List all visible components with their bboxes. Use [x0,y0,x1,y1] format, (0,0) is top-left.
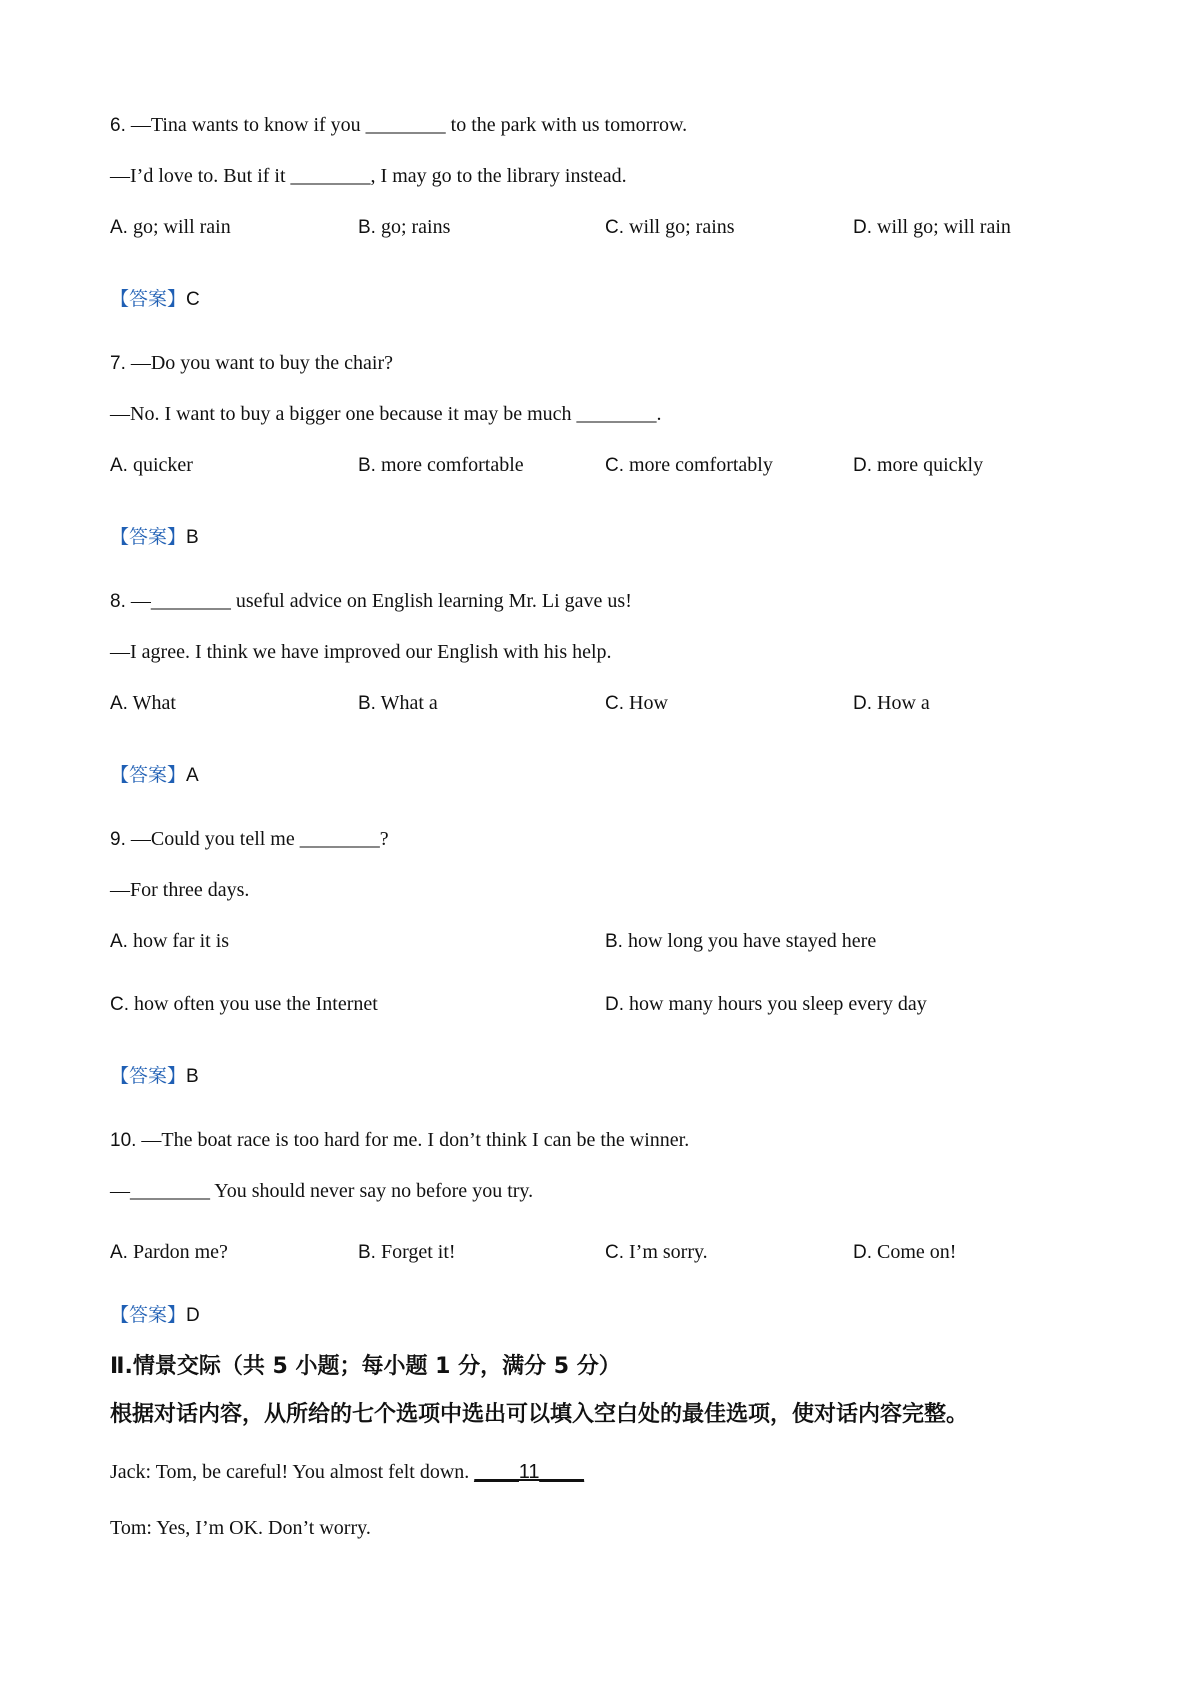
option-a: A. how far it is [110,930,230,952]
question-number: 9. [110,829,126,850]
option-d: D. more quickly [853,454,984,476]
question-number: 6. [110,115,126,136]
option-c: C. more comfortably [605,454,773,476]
option-d: D. will go; will rain [853,216,1011,238]
dialogue-line-1: Jack: Tom, be careful! You almost felt down. ____11____ [110,1461,585,1483]
option-d: D. Come on! [853,1241,957,1263]
question-10-line-1 [110,1128,689,1153]
option-d: D. How a [853,692,930,714]
dialogue-line-2: Tom: Yes, I’m OK. Don’t worry. [110,1517,371,1539]
option-b: B. What a [358,692,438,714]
question-text: —Tina wants to know if you ________ to the park with us tomorrow. [130,114,688,136]
question-number: 7. [110,353,126,374]
question-8-line-2: —I agree. I think we have improved our English with his help. [110,641,612,663]
section-instruction: 根据对话内容，从所给的七个选项中选出可以填入空白处的最佳选项，使对话内容完整。 [110,1402,969,1427]
question-text: —Do you want to buy the chair? [130,352,394,374]
option-b: B. more comfortable [358,454,524,476]
question-6-line-2: —I’d love to. But if it ________, I may go to the library instead. [110,165,627,187]
question-9-line-1 [110,827,389,852]
answer-8: 【答案】A [110,764,199,786]
option-c: C. how often you use the Internet [110,993,378,1015]
option-c: C. will go; rains [605,216,735,238]
option-b: B. Forget it! [358,1241,456,1263]
question-9-line-2: —For three days. [110,879,250,901]
option-c: C. I’m sorry. [605,1241,708,1263]
option-c: C. How [605,692,668,714]
question-text: —Could you tell me ________? [130,828,389,850]
question-8-line-1 [110,589,632,614]
question-7-line-2: —No. I want to buy a bigger one because it may be much ________. [110,403,662,425]
answer-7: 【答案】B [110,526,199,548]
answer-6: 【答案】C [110,288,200,310]
option-b: B. go; rains [358,216,451,238]
option-a: A. What [110,692,176,714]
option-a: A. Pardon me? [110,1241,228,1263]
question-text: —The boat race is too hard for me. I don’t think I can be the winner. [141,1129,690,1151]
section-title: Ⅱ.情景交际（共 5 小题；每小题 1 分，满分 5 分） [110,1354,621,1379]
question-text: —________ useful advice on English learning Mr. Li gave us! [130,590,632,612]
option-d: D. how many hours you sleep every day [605,993,927,1015]
answer-9: 【答案】B [110,1065,199,1087]
blank-11: ____11____ [474,1461,585,1483]
question-6-line-1 [110,113,687,138]
question-7-line-1 [110,351,393,376]
option-a: A. quicker [110,454,193,476]
question-number: 8. [110,591,126,612]
question-10-line-2: —________ You should never say no before you try. [110,1180,534,1202]
option-a: A. go; will rain [110,216,231,238]
option-b: B. how long you have stayed here [605,930,877,952]
question-number: 10. [110,1130,137,1151]
answer-10: 【答案】D [110,1304,200,1326]
